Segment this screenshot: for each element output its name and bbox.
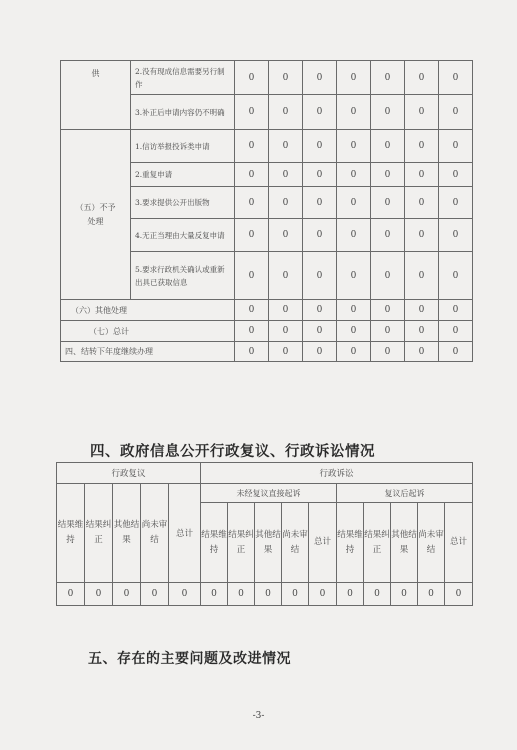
value-cell: 0	[303, 187, 337, 219]
col-label: 结果维持	[337, 503, 364, 583]
value-cell: 0	[439, 130, 473, 163]
col-label: 其他结果	[255, 503, 282, 583]
value-cell: 0	[439, 61, 473, 95]
value-cell: 0	[364, 583, 391, 606]
value-cell: 0	[439, 95, 473, 130]
value-cell: 0	[303, 163, 337, 187]
category-cell: （五）不予处理	[61, 130, 131, 300]
value-cell: 0	[269, 252, 303, 300]
value-cell: 0	[337, 130, 371, 163]
value-cell: 0	[337, 163, 371, 187]
value-cell: 0	[269, 130, 303, 163]
value-cell: 0	[269, 61, 303, 95]
value-cell: 0	[303, 300, 337, 321]
value-cell: 0	[255, 583, 282, 606]
value-cell: 0	[235, 300, 269, 321]
value-cell: 0	[439, 321, 473, 342]
total-label: （七）总计	[61, 321, 235, 342]
value-cell: 0	[371, 95, 405, 130]
value-cell: 0	[141, 583, 169, 606]
value-cell: 0	[169, 583, 201, 606]
value-cell: 0	[228, 583, 255, 606]
value-cell: 0	[269, 187, 303, 219]
value-cell: 0	[405, 300, 439, 321]
reason-cell: 1.信访举报投诉类申请	[131, 130, 235, 163]
value-cell: 0	[405, 252, 439, 300]
value-cell: 0	[371, 219, 405, 252]
value-cell: 0	[405, 321, 439, 342]
value-cell: 0	[439, 219, 473, 252]
value-cell: 0	[371, 61, 405, 95]
page-number: -3-	[252, 711, 265, 721]
reason-cell: 2.没有现成信息需要另行制作	[131, 61, 235, 95]
value-cell: 0	[337, 342, 371, 362]
value-cell: 0	[337, 95, 371, 130]
section-4-heading: 四、政府信息公开行政复议、行政诉讼情况	[90, 443, 375, 460]
value-cell: 0	[371, 130, 405, 163]
table-row	[61, 300, 473, 321]
table-row	[57, 583, 473, 606]
col-label: 其他结果	[391, 503, 418, 583]
category-cell: 供	[61, 61, 131, 130]
reason-cell: 3.补正后申请内容仍不明确	[131, 95, 235, 130]
value-cell: 0	[405, 130, 439, 163]
value-cell: 0	[282, 583, 309, 606]
table-row	[61, 61, 473, 95]
value-cell: 0	[235, 95, 269, 130]
value-cell: 0	[57, 583, 85, 606]
value-cell: 0	[235, 163, 269, 187]
value-cell: 0	[269, 342, 303, 362]
value-cell: 0	[85, 583, 113, 606]
other-handling-label: （六）其他处理	[61, 300, 235, 321]
col-label: 结果纠正	[364, 503, 391, 583]
col-label: 总计	[445, 503, 473, 583]
value-cell: 0	[439, 342, 473, 362]
value-cell: 0	[235, 321, 269, 342]
value-cell: 0	[337, 219, 371, 252]
value-cell: 0	[201, 583, 228, 606]
value-cell: 0	[371, 163, 405, 187]
value-cell: 0	[269, 219, 303, 252]
value-cell: 0	[337, 61, 371, 95]
value-cell: 0	[235, 342, 269, 362]
value-cell: 0	[235, 252, 269, 300]
value-cell: 0	[439, 163, 473, 187]
reason-cell: 4.无正当理由大量反复申请	[131, 219, 235, 252]
value-cell: 0	[439, 300, 473, 321]
carry-over-label: 四、结转下年度继续办理	[61, 342, 235, 362]
value-cell: 0	[309, 583, 337, 606]
value-cell: 0	[269, 321, 303, 342]
value-cell: 0	[337, 187, 371, 219]
value-cell: 0	[371, 321, 405, 342]
col-label: 结果维持	[201, 503, 228, 583]
disclosure-handling-table	[60, 60, 473, 362]
value-cell: 0	[269, 95, 303, 130]
section-5-heading: 五、存在的主要问题及改进情况	[88, 651, 291, 667]
value-cell: 0	[405, 342, 439, 362]
after-review-suit-header: 复议后起诉	[337, 484, 473, 503]
value-cell: 0	[337, 252, 371, 300]
admin-litigation-header: 行政诉讼	[201, 463, 473, 484]
value-cell: 0	[337, 583, 364, 606]
value-cell: 0	[405, 163, 439, 187]
col-label: 尚未审结	[141, 484, 169, 583]
reason-cell: 5.要求行政机关确认或重新出具已获取信息	[131, 252, 235, 300]
col-label: 总计	[309, 503, 337, 583]
col-label: 尚未审结	[282, 503, 309, 583]
value-cell: 0	[269, 300, 303, 321]
value-cell: 0	[235, 219, 269, 252]
value-cell: 0	[235, 61, 269, 95]
reason-cell: 2.重复申请	[131, 163, 235, 187]
value-cell: 0	[113, 583, 141, 606]
value-cell: 0	[303, 130, 337, 163]
col-label: 结果纠正	[85, 484, 113, 583]
value-cell: 0	[391, 583, 418, 606]
value-cell: 0	[371, 300, 405, 321]
value-cell: 0	[337, 300, 371, 321]
value-cell: 0	[439, 187, 473, 219]
value-cell: 0	[235, 187, 269, 219]
value-cell: 0	[439, 252, 473, 300]
value-cell: 0	[337, 321, 371, 342]
value-cell: 0	[303, 321, 337, 342]
value-cell: 0	[405, 61, 439, 95]
col-label: 总计	[169, 484, 201, 583]
table-row	[57, 484, 473, 503]
value-cell: 0	[371, 187, 405, 219]
value-cell: 0	[405, 219, 439, 252]
admin-review-header: 行政复议	[57, 463, 201, 484]
value-cell: 0	[371, 342, 405, 362]
value-cell: 0	[303, 95, 337, 130]
col-label: 尚未审结	[418, 503, 445, 583]
col-label: 其他结果	[113, 484, 141, 583]
value-cell: 0	[405, 187, 439, 219]
col-label: 结果维持	[57, 484, 85, 583]
direct-suit-header: 未经复议直接起诉	[201, 484, 337, 503]
value-cell: 0	[303, 61, 337, 95]
value-cell: 0	[303, 252, 337, 300]
value-cell: 0	[445, 583, 473, 606]
value-cell: 0	[269, 163, 303, 187]
table-row	[61, 321, 473, 342]
col-label: 结果纠正	[228, 503, 255, 583]
value-cell: 0	[418, 583, 445, 606]
review-litigation-table	[56, 462, 473, 606]
table-row	[61, 342, 473, 362]
table-row	[61, 130, 473, 163]
value-cell: 0	[303, 342, 337, 362]
reason-cell: 3.要求提供公开出版物	[131, 187, 235, 219]
value-cell: 0	[235, 130, 269, 163]
table-row	[57, 463, 473, 484]
value-cell: 0	[371, 252, 405, 300]
value-cell: 0	[405, 95, 439, 130]
value-cell: 0	[303, 219, 337, 252]
